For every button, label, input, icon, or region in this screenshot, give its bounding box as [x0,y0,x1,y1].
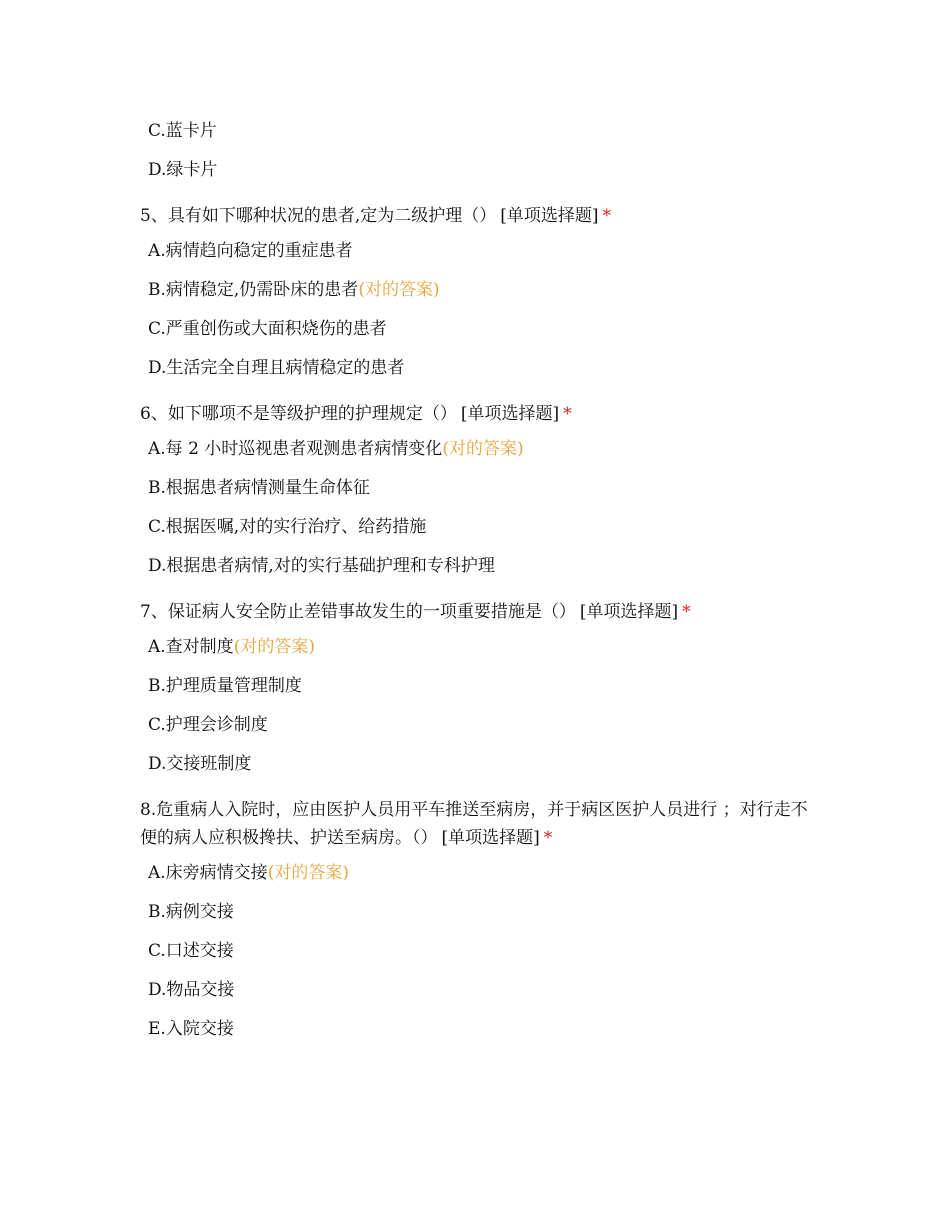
answer-option [140,751,820,790]
answer-option [140,316,820,355]
answer-option [140,553,820,592]
answer-option [140,938,820,977]
required-mark: * [682,602,691,622]
answer-option [140,514,820,553]
answer-option [140,977,820,1016]
question-block [140,598,820,790]
option-text: A.查对制度 [148,637,234,657]
question-text: 7、保证病人安全防止差错事故发生的一项重要措施是（） [140,602,576,622]
option-text: A.每 2 小时巡视患者观测患者病情变化 [148,439,443,459]
question-type-label: [单项选择题] [460,404,560,424]
option-text: C.蓝卡片 [148,121,217,141]
question-stem [140,400,820,428]
option-text: C.护理会诊制度 [148,715,268,735]
correct-answer-mark: (对的答案) [267,863,349,883]
answer-option [140,634,820,673]
question-type-label: [单项选择题] [500,206,599,226]
option-text: D.交接班制度 [148,754,252,774]
question-stem [140,598,820,626]
option-text: C.根据医嘱,对的实行治疗、给药措施 [148,517,427,537]
option-text: A.床旁病情交接 [148,863,268,883]
option-text: B.护理质量管理制度 [148,676,302,696]
question-text: 8.危重病人入院时，应由医护人员用平车推送至病房，并于病区医护人员进行 ；对行走不便的病人应积极搀扶、护送至病房。（） [140,800,808,848]
option-text: D.生活完全自理且病情稳定的患者 [148,358,405,378]
question-text: 6、如下哪项不是等级护理的护理规定（） [140,404,457,424]
answer-option [140,899,820,938]
answer-option [140,673,820,712]
question-block [140,796,820,1055]
option-text: E.入院交接 [148,1019,234,1039]
option-text: D.物品交接 [148,980,235,1000]
option-text: C.口述交接 [148,941,234,961]
question-text: 5、具有如下哪种状况的患者,定为二级护理（） [140,206,497,226]
answer-option [140,1016,820,1055]
required-mark: * [602,206,611,226]
question-block [140,400,820,592]
answer-option [140,860,820,899]
question-type-label: [单项选择题] [579,602,679,622]
question-type-label: [单项选择题] [441,828,540,848]
answer-option [140,475,820,514]
correct-answer-mark: (对的答案) [233,637,315,657]
answer-option [140,118,820,157]
answer-option [140,712,820,751]
correct-answer-mark: (对的答案) [358,280,440,300]
option-text: D.绿卡片 [148,160,218,180]
question-block [140,202,820,394]
question-stem [140,796,820,852]
correct-answer-mark: (对的答案) [442,439,524,459]
option-text: A.病情趋向稳定的重症患者 [148,241,353,261]
answer-option [140,157,820,196]
required-mark: * [543,828,553,848]
answer-option [140,355,820,394]
question-list [140,118,820,1055]
option-text: B.根据患者病情测量生命体征 [148,478,370,498]
option-text: D.根据患者病情,对的实行基础护理和专科护理 [148,556,495,576]
question-stem [140,202,820,230]
answer-option [140,436,820,475]
option-text: C.严重创伤或大面积烧伤的患者 [148,319,387,339]
answer-option [140,238,820,277]
option-text: B.病例交接 [148,902,234,922]
option-text: B.病情稳定,仍需卧床的患者 [148,280,359,300]
required-mark: * [563,404,572,424]
answer-option [140,277,820,316]
